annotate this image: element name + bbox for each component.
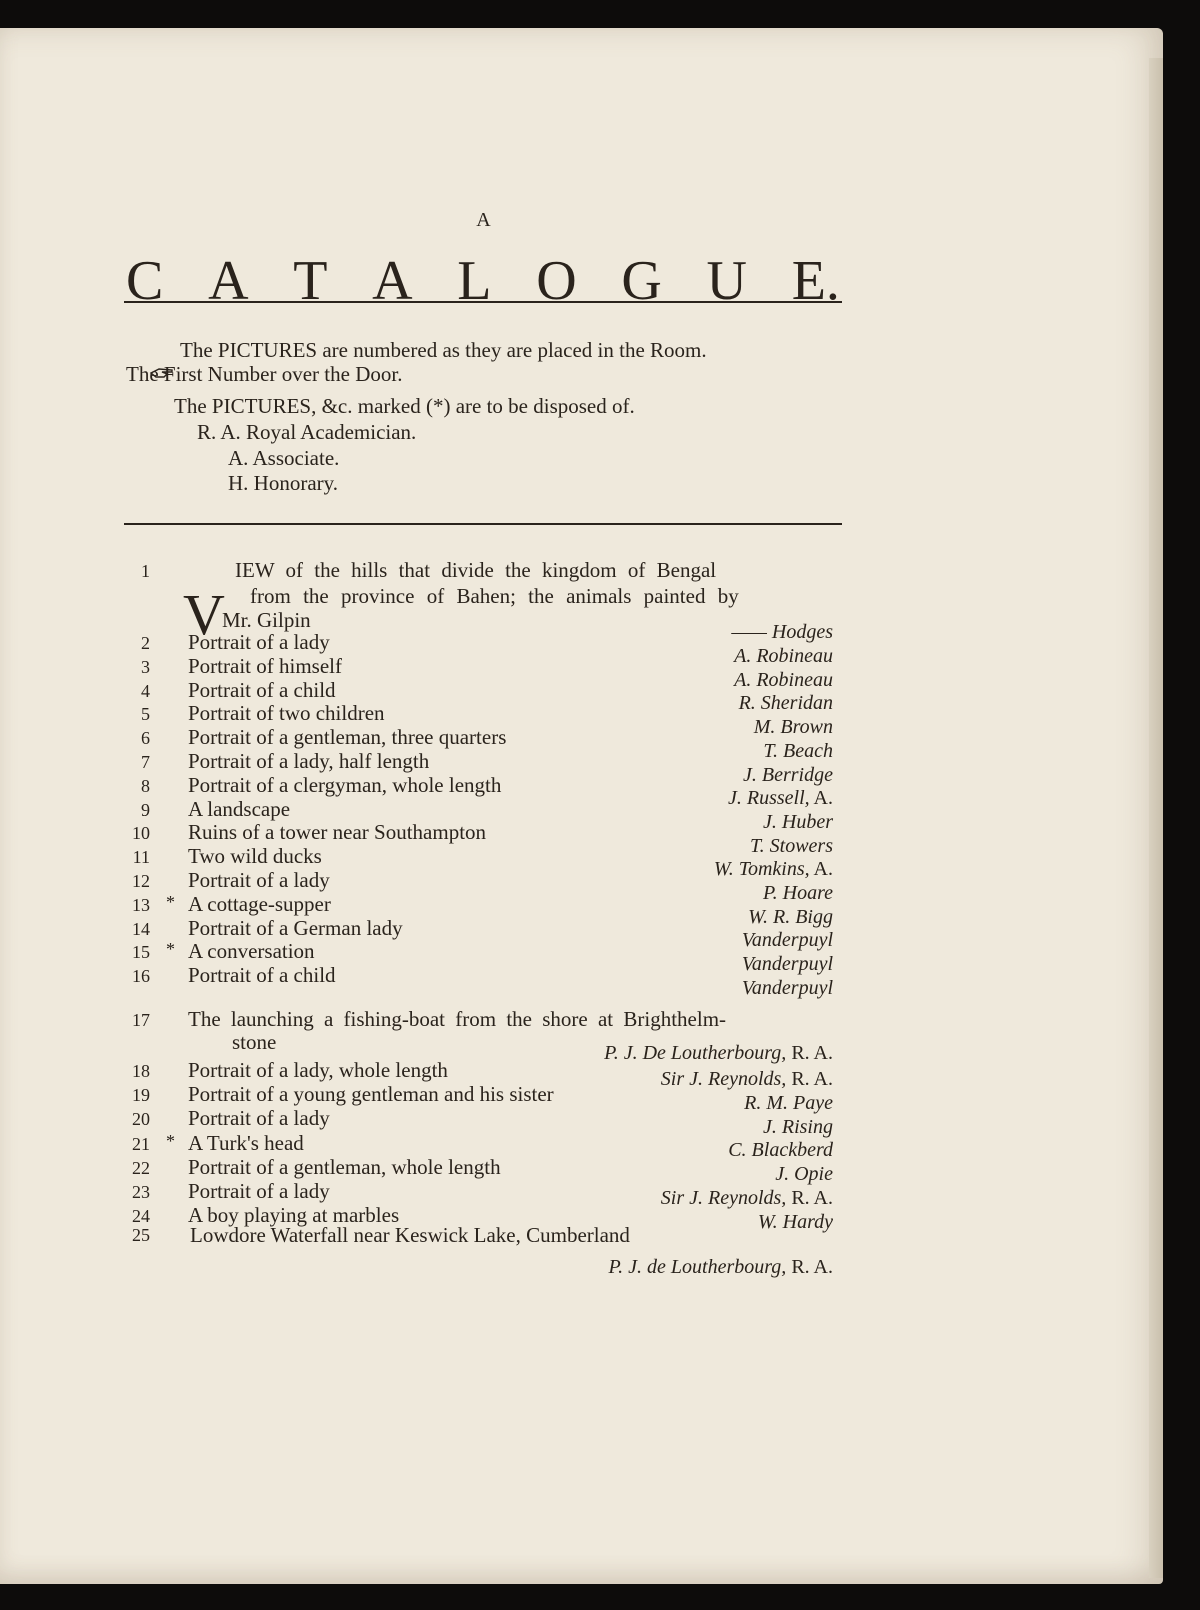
entry-title: Portrait of a lady: [188, 1179, 330, 1203]
entry-number: 13: [132, 894, 150, 915]
entry-artist: [750, 835, 833, 858]
legend-honorary: H. Honorary.: [228, 471, 339, 495]
artist-name: J. Berridge: [743, 763, 833, 786]
entry-title-line: from the province of Bahen; the animals painted by: [250, 584, 739, 608]
entry-title: A conversation: [188, 939, 315, 964]
entry-number: 24: [132, 1206, 150, 1227]
entry-title: Portrait of a child: [188, 677, 336, 702]
entry-title-line: Mr. Gilpin: [222, 608, 311, 632]
artist-name: T. Beach: [763, 739, 833, 762]
entry-artist: [758, 1211, 833, 1234]
entry-title-line: stone: [232, 1030, 277, 1054]
artist-suffix: A.: [809, 858, 833, 881]
entry-number: 2: [141, 633, 150, 653]
entry-title: Portrait of a lady, half length: [188, 749, 430, 773]
entry-number: 19: [132, 1085, 150, 1106]
entry-artist: [742, 953, 833, 976]
entry-artist: [661, 1068, 833, 1091]
entry-number: 5: [141, 704, 150, 725]
disposal-marker: *: [166, 891, 175, 912]
artist-name: A. Robineau: [734, 668, 833, 691]
artist-suffix: R. A.: [786, 1187, 833, 1209]
artist-name: R. M. Paye: [744, 1091, 833, 1114]
entry-title-line: IEW of the hills that divide the kingdom of Bengal: [235, 558, 717, 582]
entry-title: Portrait of a lady: [188, 1106, 330, 1131]
entry-number: 10: [132, 823, 150, 844]
entry-artist: [714, 858, 833, 881]
notice-line-2: The First Number over the Door.: [126, 362, 403, 386]
artist-name: Vanderpuyl: [741, 929, 833, 952]
artist-suffix: A.: [809, 787, 833, 810]
legend-associate: A. Associate.: [228, 446, 340, 470]
entry-title: Portrait of a clergyman, whole length: [188, 772, 502, 797]
entry-artist: [775, 1163, 833, 1186]
entry-number: 15: [132, 942, 150, 963]
legend-disposal: The PICTURES, &c. marked (*) are to be disposed of.: [174, 394, 635, 418]
entry-number: 11: [132, 847, 150, 868]
title-letter: O: [536, 250, 577, 312]
page-title: [126, 246, 840, 316]
artist-name: Sir J. Reynolds,: [660, 1187, 787, 1209]
entry-title: Portrait of a young gentleman and his sister: [188, 1082, 554, 1107]
title-letter: A: [208, 250, 249, 312]
entry-number: 4: [141, 680, 150, 701]
entry-title: Portrait of two children: [188, 701, 385, 726]
disposal-marker: *: [166, 1130, 175, 1151]
entry-artist: [734, 645, 833, 668]
entry-artist: —— Hodges: [731, 621, 833, 643]
page-edge: [1149, 58, 1163, 1578]
artist-name: J. Rising: [763, 1115, 833, 1138]
entry-artist: [604, 1042, 833, 1065]
entry-title: A landscape: [188, 796, 291, 821]
entry-number: 6: [141, 728, 150, 749]
legend-royal-academician: R. A. Royal Academician.: [197, 420, 417, 444]
artist-name: Vanderpuyl: [741, 953, 833, 976]
entry-number: 8: [141, 775, 150, 796]
entry-number: 18: [132, 1061, 150, 1081]
entry-artist: [734, 669, 833, 692]
entry-title: Portrait of a gentleman, three quarters: [188, 725, 507, 750]
artist-name: M. Brown: [753, 716, 833, 739]
artist-name: W. Tomkins,: [713, 858, 810, 881]
artist-name: C. Blackberd: [728, 1139, 833, 1162]
title-letter: L: [457, 250, 492, 312]
entry-title: Portrait of a gentleman, whole length: [188, 1154, 501, 1179]
entry-artist: [763, 811, 833, 834]
entry-number: 23: [132, 1182, 150, 1202]
entry-artist: [728, 787, 833, 810]
artist-suffix: R. A.: [786, 1068, 833, 1090]
entry-title: Portrait of a lady: [188, 630, 330, 654]
entry-artist: [728, 1139, 833, 1162]
drop-cap: V: [183, 582, 225, 647]
notice-divider: [124, 523, 842, 525]
artist-name: J. Opie: [775, 1163, 833, 1186]
artist-name: Vanderpuyl: [741, 976, 833, 999]
entry-number: 22: [132, 1157, 150, 1178]
entry-artist: [609, 1256, 833, 1279]
entry-title: A boy playing at marbles: [188, 1203, 400, 1228]
disposal-marker: *: [166, 939, 175, 960]
catalogue-page: [0, 28, 1163, 1584]
entry-title: Ruins of a tower near Southampton: [188, 820, 487, 845]
entry-artist: [742, 977, 833, 1000]
entry-number: 3: [141, 656, 150, 677]
artist-name: W. R. Bigg: [748, 905, 833, 928]
entry-number: 7: [141, 752, 150, 772]
entry-number: 21: [132, 1133, 150, 1154]
entry-number: 25: [132, 1225, 150, 1245]
title-letter: A: [372, 250, 413, 312]
entry-title: Portrait of a lady: [188, 868, 330, 892]
entry-title: Portrait of a German lady: [188, 915, 403, 940]
entry-number: 9: [141, 799, 150, 820]
artist-name: P. J. De Loutherbourg,: [604, 1042, 787, 1064]
title-letter: T: [293, 250, 328, 312]
entry-artist: [744, 1092, 833, 1115]
entry-number: 20: [132, 1109, 150, 1130]
title-letter: C: [126, 250, 164, 312]
entry-number: 17: [132, 1010, 150, 1030]
notice-line-1: The PICTURES are numbered as they are placed in the Room.: [180, 338, 707, 362]
entry-artist: [748, 906, 833, 929]
entry-number: 12: [132, 871, 150, 891]
artist-name: R. Sheridan: [738, 692, 833, 715]
entry-number: 1: [141, 561, 150, 581]
entry-number: 14: [132, 918, 150, 939]
entry-title: Portrait of a child: [188, 963, 336, 988]
artist-suffix: R. A.: [786, 1256, 833, 1278]
entry-artist: [763, 740, 833, 763]
artist-name: P. J. de Loutherbourg,: [608, 1256, 787, 1278]
entry-title: Portrait of himself: [188, 653, 342, 678]
artist-name: J. Russell,: [728, 787, 810, 810]
entry-artist: [739, 692, 833, 715]
title-letter: G: [621, 250, 662, 312]
entry-artist: [754, 716, 833, 739]
entry-number: 16: [132, 966, 150, 987]
artist-suffix: R. A.: [786, 1042, 833, 1064]
artist-name: J. Huber: [763, 810, 833, 833]
artist-name: W. Hardy: [757, 1210, 833, 1233]
title-letter: E.: [791, 250, 840, 312]
entry-title: Portrait of a lady, whole length: [188, 1058, 448, 1082]
title-article: A: [476, 209, 492, 231]
entry-artist: [742, 929, 833, 952]
entry-artist: [661, 1187, 833, 1210]
entry-title: Lowdore Waterfall near Keswick Lake, Cumberland: [190, 1223, 630, 1247]
entry-title: Two wild ducks: [188, 844, 322, 869]
artist-name: A. Robineau: [734, 645, 833, 667]
entry-artist: [763, 1116, 833, 1139]
artist-name: T. Stowers: [750, 834, 833, 857]
entry-title-line: The launching a fishing-boat from the shore at Brighthelm-: [188, 1007, 727, 1031]
entry-title: A cottage-supper: [188, 891, 331, 916]
title-letter: U: [706, 250, 747, 312]
entry-artist: [763, 882, 833, 905]
entry-title: A Turk's head: [188, 1130, 304, 1155]
entry-artist: [743, 764, 833, 787]
artist-name: P. Hoare: [763, 882, 833, 904]
artist-name: Sir J. Reynolds,: [660, 1068, 787, 1090]
title-divider: [124, 301, 842, 303]
